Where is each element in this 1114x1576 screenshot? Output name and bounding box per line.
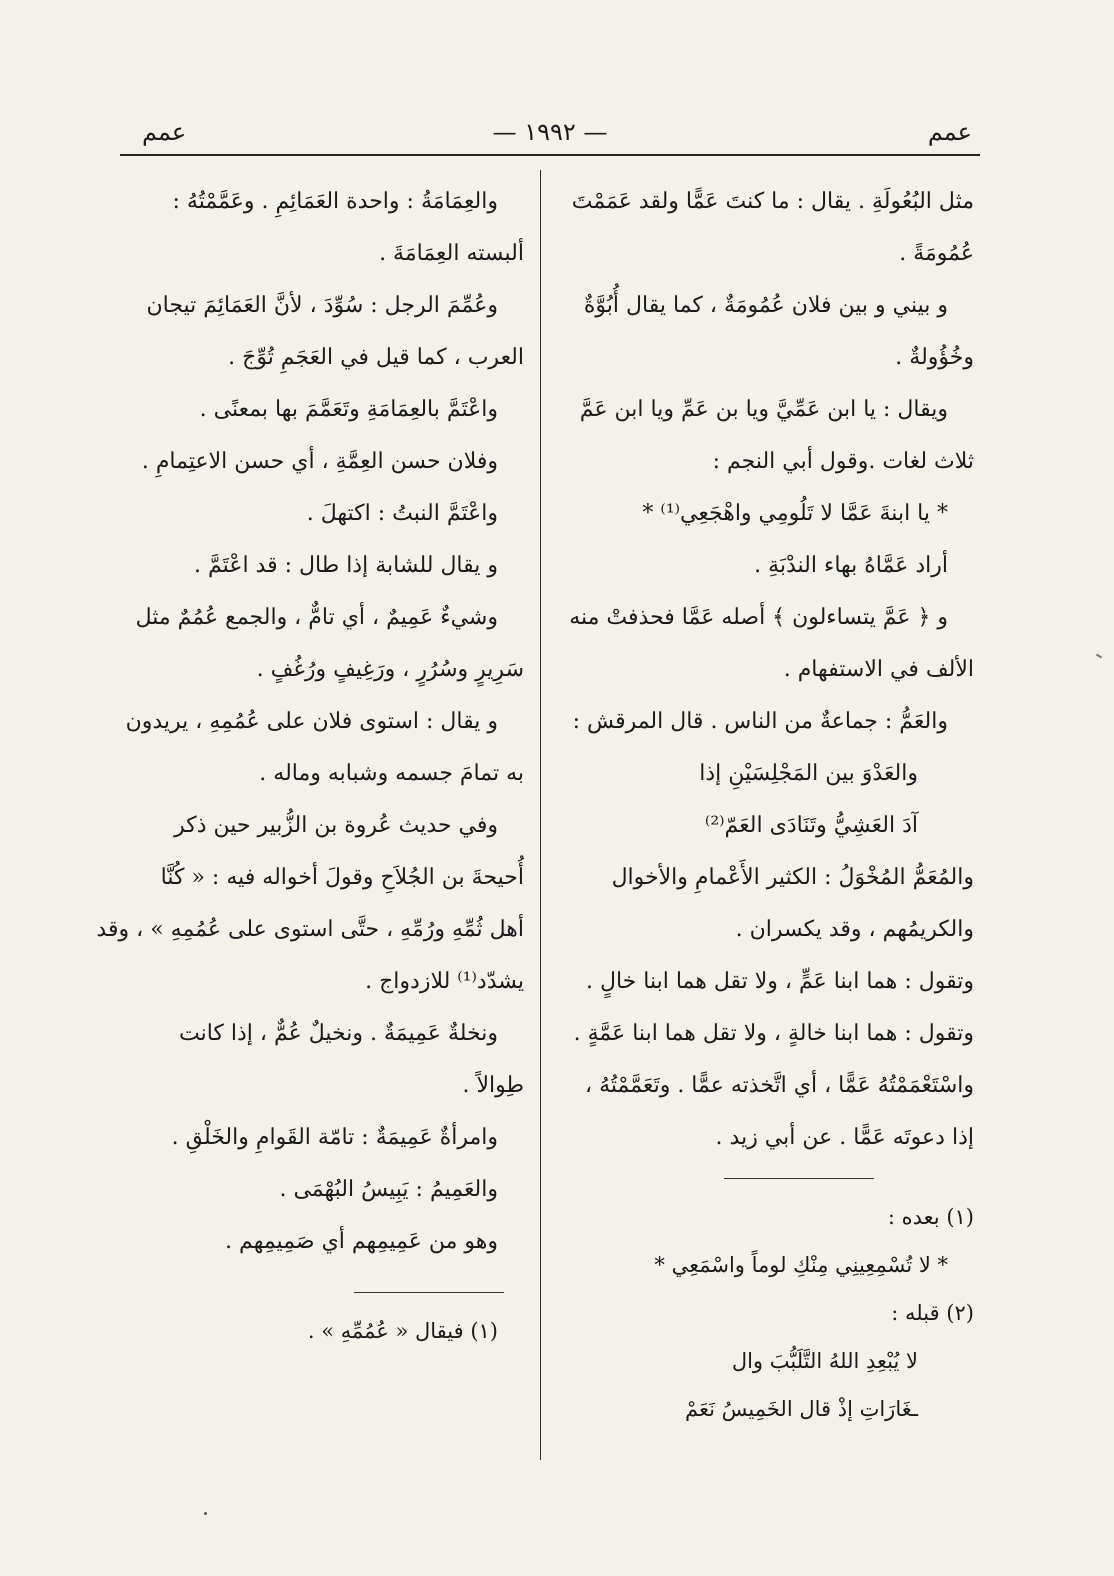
text-line: آدَ العَشِيُّ وتَنَادَى العَمّ⁽²⁾ [704, 813, 918, 838]
text-line: ألبسته العِمَامَةَ . [379, 241, 524, 266]
text-line: و يقال : استوى فلان على عُمُمِهِ ، يريدون [125, 709, 498, 734]
text-line: والكريمُهم ، وقد يكسران . [735, 917, 974, 942]
text-line: و بيني و بين فلان عُمُومَةٌ ، كما يقال أُبُوَّةٌ [583, 293, 948, 318]
text-line: وامرأةٌ عَمِيمَةٌ : تامّة القَوامِ والخَلْقِ . [171, 1125, 498, 1150]
header-root-word-left: عمم [142, 118, 187, 146]
right-column [552, 176, 974, 1433]
text-line: ونخلةٌ عَمِيمَةٌ . ونخيلٌ عُمٌّ ، إذا كانت [178, 1021, 498, 1046]
text-line: وتقول : هما ابنا عَمٍّ ، ولا تقل هما ابنا خالٍ . [586, 969, 974, 994]
text-line: وهو من عَمِيمِهم أي صَمِيمِهم . [225, 1229, 498, 1254]
text-line: العرب ، كما قيل في العَجَمِ تُوِّجَ . [228, 345, 524, 370]
left-footnote-rule [354, 1292, 504, 1293]
text-line: وشيءٌ عَمِيمٌ ، أي تامٌّ ، والجمع عُمُمٌ مثل [135, 605, 498, 630]
text-line: أهل ثُمِّهِ ورُمِّهِ ، حتَّى استوى على عُمُمِهِ » ، وقد [96, 917, 524, 942]
text-line: يشدّد⁽¹⁾ للازدواج . [365, 969, 524, 994]
text-line: والمُعَمُّ المُخْوَلُ : الكثير الأَعْمامِ والأخوال [611, 865, 974, 890]
text-line: واسْتَعْمَمْتُهُ عَمًّا ، أي اتَّخذته عمًّا . وتَعَمَّمْتُهُ ، [585, 1073, 974, 1098]
text-line: وفي حديث عُروة بن الزُّبير حين ذكر [174, 813, 498, 838]
footnote-line: (١) فيقال « عُمُمِّهِ » . [307, 1319, 498, 1343]
text-line: والعَمِيمُ : يَبِيسُ البُهْمَى . [279, 1177, 498, 1202]
text-line: طِوالاً . [462, 1073, 524, 1098]
text-line: إذا دعوتَه عَمًّا . عن أبي زيد . [715, 1125, 974, 1150]
page-number: — ١٩٩٢ — [492, 118, 608, 146]
text-line: واعْتَمَّ بالعِمَامَةِ وتَعَمَّمَ بها بمعنًى . [199, 397, 498, 422]
footnote-line: * لا تُسْمِعِينِي مِنْكِ لوماً واسْمَعِي * [654, 1253, 948, 1277]
text-line: مثل البُعُولَةِ . يقال : ما كنتَ عَمًّا ولقد عَمَمْتَ [571, 189, 974, 214]
text-line: أراد عَمَّاهُ بهاء الندْبَةِ . [754, 553, 948, 578]
right-column-body [552, 176, 974, 1164]
right-footnote-rule [724, 1178, 874, 1179]
text-line: عُمُومَةً . [899, 241, 974, 266]
footnote-line: (٢) قبله : [891, 1301, 974, 1325]
left-column-footnotes [126, 1307, 524, 1355]
right-column-footnotes [552, 1193, 974, 1433]
text-line: ويقال : يا ابن عَمِّيَّ ويا بن عَمِّ ويا ابن عَمَّ [579, 397, 948, 422]
text-line: و ﴿ عَمَّ يتساءلون ﴾ أصله عَمَّا فحذفتْ منه [569, 605, 948, 630]
text-line: واعْتَمَّ النبتُ : اكتهلَ . [306, 501, 498, 526]
footnote-line: ـغَارَاتِ إذْ قال الخَمِيسُ نَعَمْ [685, 1397, 918, 1421]
text-line: ثلاث لغات .وقول أبي النجم : [712, 449, 974, 474]
left-column-body [96, 176, 524, 1268]
text-line: وخُؤُولةٌ . [895, 345, 974, 370]
margin-mark [1096, 654, 1102, 659]
text-line: الألف في الاستفهام . [783, 657, 974, 682]
text-line: * يا ابنةَ عَمَّا لا تَلُومِي واهْجَعِي⁽¹⁾ * [642, 501, 948, 526]
column-divider [540, 170, 541, 1460]
text-line: والعَدْوَ بين المَجْلِسَيْنِ إذا [699, 761, 918, 786]
text-line: سَرِيرٍ وسُرُرٍ ، ورَغِيفٍ ورُغُفٍ . [256, 657, 524, 682]
text-line: والعَمُّ : جماعةٌ من الناس . قال المرقش : [572, 709, 948, 734]
page-header [120, 118, 980, 154]
text-line: و يقال للشابة إذا طال : قد اعْتَمَّ . [194, 553, 498, 578]
header-rule [120, 154, 980, 156]
footnote-line: (١) بعده : [887, 1205, 974, 1229]
text-line: وفلان حسن العِمَّةِ ، أي حسن الاعتِمامِ . [141, 449, 498, 474]
text-line: وعُمِّمَ الرجل : سُوِّدَ ، لأنَّ العَمَائِمَ تيجان [146, 293, 498, 318]
text-line: أُحيحةَ بن الجُلاَحِ وقولَ أخواله فيه : « كُنَّا [160, 865, 524, 890]
text-line: به تمامَ جسمه وشبابه وماله . [259, 761, 524, 786]
text-line: والعِمَامَةُ : واحدة العَمَائِمِ . وعَمَّمْتُهُ : [172, 189, 498, 214]
header-root-word-right: عمم [927, 118, 972, 146]
left-column [96, 176, 524, 1355]
text-line: وتقول : هما ابنا خالةٍ ، ولا تقل هما ابنا عَمَّةٍ . [573, 1021, 974, 1046]
print-speck [204, 1512, 207, 1515]
footnote-line: لا يُبْعِدِ اللهُ التَّلَبُّبَ وال [731, 1349, 918, 1373]
